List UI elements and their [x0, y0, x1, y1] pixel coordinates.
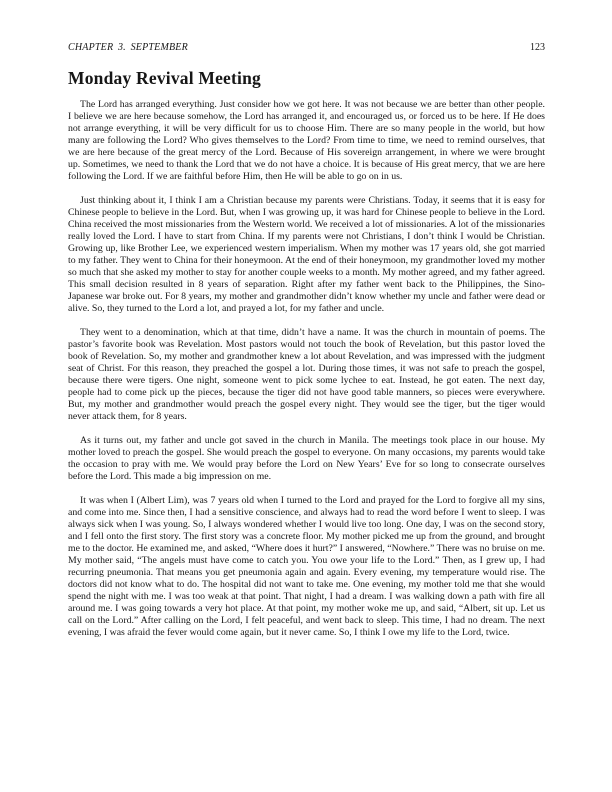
paragraph-5: It was when I (Albert Lim), was 7 years old when I turned to the Lord and prayed for the Lord to forgive all my sins, and come into me. Since then, I had a sensitive conscience, and always had to read the word before I went to sleep. I was always sick when I was young. So, I always wondered whether I would live too long. One day, I was on the second story, and I fell onto the first story. The first story was a concrete floor. My mother picked me up from the ground, and brought me to the doctor. He examined me, and asked, “Where does it hurt?” I answered, “Nowhere.” There was no bruise on me. My mother said, “The angels must have come to catch you. You owe your life to the Lord.” Then, as I grew up, I had recurring pneumonia. That means you get pneumonia again and again. Every evening, my temperature would rise. The doctors did not know what to do. The hospital did not want to take me. One evening, my mother told me that she would spend the night with me. I was too weak at that point. That night, I had a dream. I was walking down a path with fire all around me. I was going towards a very hot place. At that point, my mother woke me up, and said, “Albert, sit up. Let us call on the Lord.” After calling on the Lord, I felt peaceful, and went back to sleep. This time, I had no dream. The next evening, I was afraid the fever would come again, but it never came. So, I think I owe my life to the Lord, twice.: [68, 495, 545, 639]
page-number: 123: [530, 42, 545, 53]
running-header: [68, 42, 545, 54]
section-title: Monday Revival Meeting: [68, 68, 261, 88]
paragraph-4: As it turns out, my father and uncle got saved in the church in Manila. The meetings took place in our house. My mother loved to preach the gospel. She would preach the gospel to everyone. On many occasions, my parents would take the occasion to pray with me. We would pray before the Lord on New Years’ Eve for so long to consecrate ourselves before the Lord. This made a big impression on me.: [68, 435, 545, 483]
body-text: [68, 99, 545, 639]
paragraph-3: They went to a denomination, which at that time, didn’t have a name. It was the church in mountain of poems. The pastor’s favorite book was Revelation. Most pastors would not touch the book of Revelation, but this pastor loved the book of Revelation. So, my mother and grandmother knew a lot about Revelation, and was impressed with the judgment seat of Christ. For this reason, they preached the gospel a lot. During those times, it was not safe to preach the gospel, because there were tigers. One night, someone went to pick some lychee to eat. Instead, he got eaten. The next day, people had to come pick up the pieces, because the tiger did not have good table manners, so pieces were everywhere. But, my mother and grandmother would preach the gospel every night. They would see the tiger, but the tiger would never attack them, for 8 years.: [68, 327, 545, 423]
chapter-header: CHAPTER 3. SEPTEMBER: [68, 42, 188, 53]
paragraph-2: Just thinking about it, I think I am a Christian because my parents were Christians. Today, it seems that it is easy for Chinese people to believe in the Lord. But, when I was growing up, it was hard for Chinese people to believe in the Lord. China received the most missionaries from the Western world. We received a lot of missionaries. A lot of the missionaries really loved the Lord. I have to start from China. If my parents were not Christians, I don’t think I would be Christian. Growing up, like Brother Lee, we experienced western imperialism. When my mother was 17 years old, she got married to my father. They went to China for their honeymoon. At the end of their honeymoon, my grandmother loved my mother so much that she asked my mother to stay for another couple weeks to a month. My mother agreed, and my father agreed. This small decision resulted in 8 years of separation. Right after my father went back to the Philippines, the Sino-Japanese war broke out. For 8 years, my mother and grandmother didn’t know whether my uncle and father were dead or alive. So, they turned to the Lord a lot, and prayed a lot, for my father and uncle.: [68, 195, 545, 315]
page-content: [68, 42, 545, 639]
paragraph-1: The Lord has arranged everything. Just consider how we got here. It was not because we are better than other people. I believe we are here because somehow, the Lord has arranged it, and encouraged us, or forced us to be here. If He does not arrange everything, it will be very difficult for us to choose Him. There are so many people in the world, but how many are following the Lord? Who gives themselves to the Lord? From time to time, we need to remind ourselves, that we are here because of the great mercy of the Lord. Because of His sovereign arrangement, in where we were brought up. Sometimes, we need to thank the Lord that we do not have a choice. It is because of His great mercy, that we are here following the Lord. If we are faithful before Him, then He will be able to go on in us.: [68, 99, 545, 183]
